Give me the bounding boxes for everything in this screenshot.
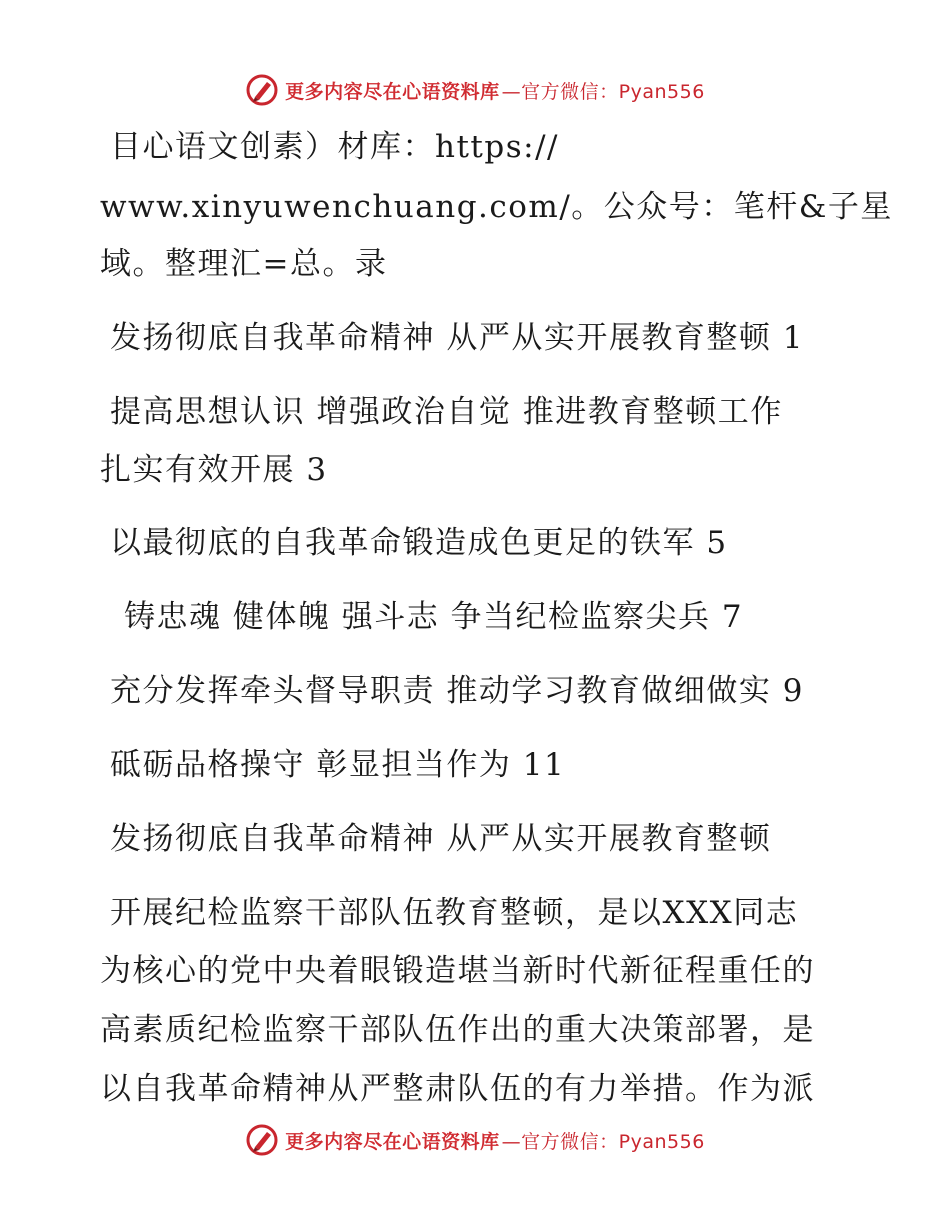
toc-entry-4[interactable]	[124, 597, 743, 637]
toc-entry-title: 充分发挥牵头督导职责 推动学习教育做细做实	[110, 673, 772, 709]
article-body-line: 高素质纪检监察干部队伍作出的重大决策部署，是	[100, 1012, 815, 1048]
toc-entry-3[interactable]	[110, 523, 728, 563]
toc-entry-page: 1	[782, 320, 804, 356]
toc-entry-2-continued[interactable]	[100, 450, 328, 490]
pen-logo-icon	[245, 73, 279, 107]
pen-logo-icon	[245, 1123, 279, 1157]
toc-entry-title: 铸忠魂 健体魄 强斗志 争当纪检监察尖兵	[124, 599, 711, 635]
toc-entry-1[interactable]	[110, 318, 804, 358]
footer-watermark-banner	[0, 1120, 950, 1160]
toc-entry-title: 发扬彻底自我革命精神 从严从实开展教育整顿	[110, 320, 772, 356]
toc-entry-title-continued: 扎实有效开展	[100, 452, 295, 488]
source-line-2: www.xinyuwenchuang.com/。公众号：笔杆&子星	[100, 189, 893, 225]
toc-entry-page: 9	[782, 673, 804, 709]
banner-wechat-text: —官方微信：Pyan556	[501, 1130, 705, 1153]
toc-entry-page: 3	[306, 452, 328, 488]
banner-wechat-text: —官方微信：Pyan556	[501, 80, 705, 103]
article-body-line: 开展纪检监察干部队伍教育整顿，是以XXX同志	[110, 895, 799, 931]
toc-entry-page: 11	[522, 747, 566, 783]
toc-entry-title: 提高思想认识 增强政治自觉 推进教育整顿工作	[110, 394, 783, 430]
header-watermark-banner	[0, 70, 950, 110]
banner-brand-text: 更多内容尽在心语资料库	[285, 80, 500, 103]
article-heading: 发扬彻底自我革命精神 从严从实开展教育整顿	[110, 821, 772, 857]
toc-entry-5[interactable]	[110, 671, 804, 711]
toc-entry-2[interactable]	[110, 392, 783, 432]
source-line-3: 域。整理汇=总。录	[100, 246, 388, 282]
toc-entry-title: 砥砺品格操守 彰显担当作为	[110, 747, 512, 783]
toc-entry-6[interactable]	[110, 745, 565, 785]
toc-entry-page: 5	[706, 525, 728, 561]
banner-brand-text: 更多内容尽在心语资料库	[285, 1130, 500, 1153]
source-line-1: 目心语文创素）材库：https://	[110, 129, 559, 165]
toc-entry-title: 以最彻底的自我革命锻造成色更足的铁军	[110, 525, 695, 561]
article-body-line: 为核心的党中央着眼锻造堪当新时代新征程重任的	[100, 953, 815, 989]
toc-entry-page: 7	[721, 599, 744, 635]
article-body-line: 以自我革命精神从严整肃队伍的有力举措。作为派	[100, 1071, 815, 1107]
